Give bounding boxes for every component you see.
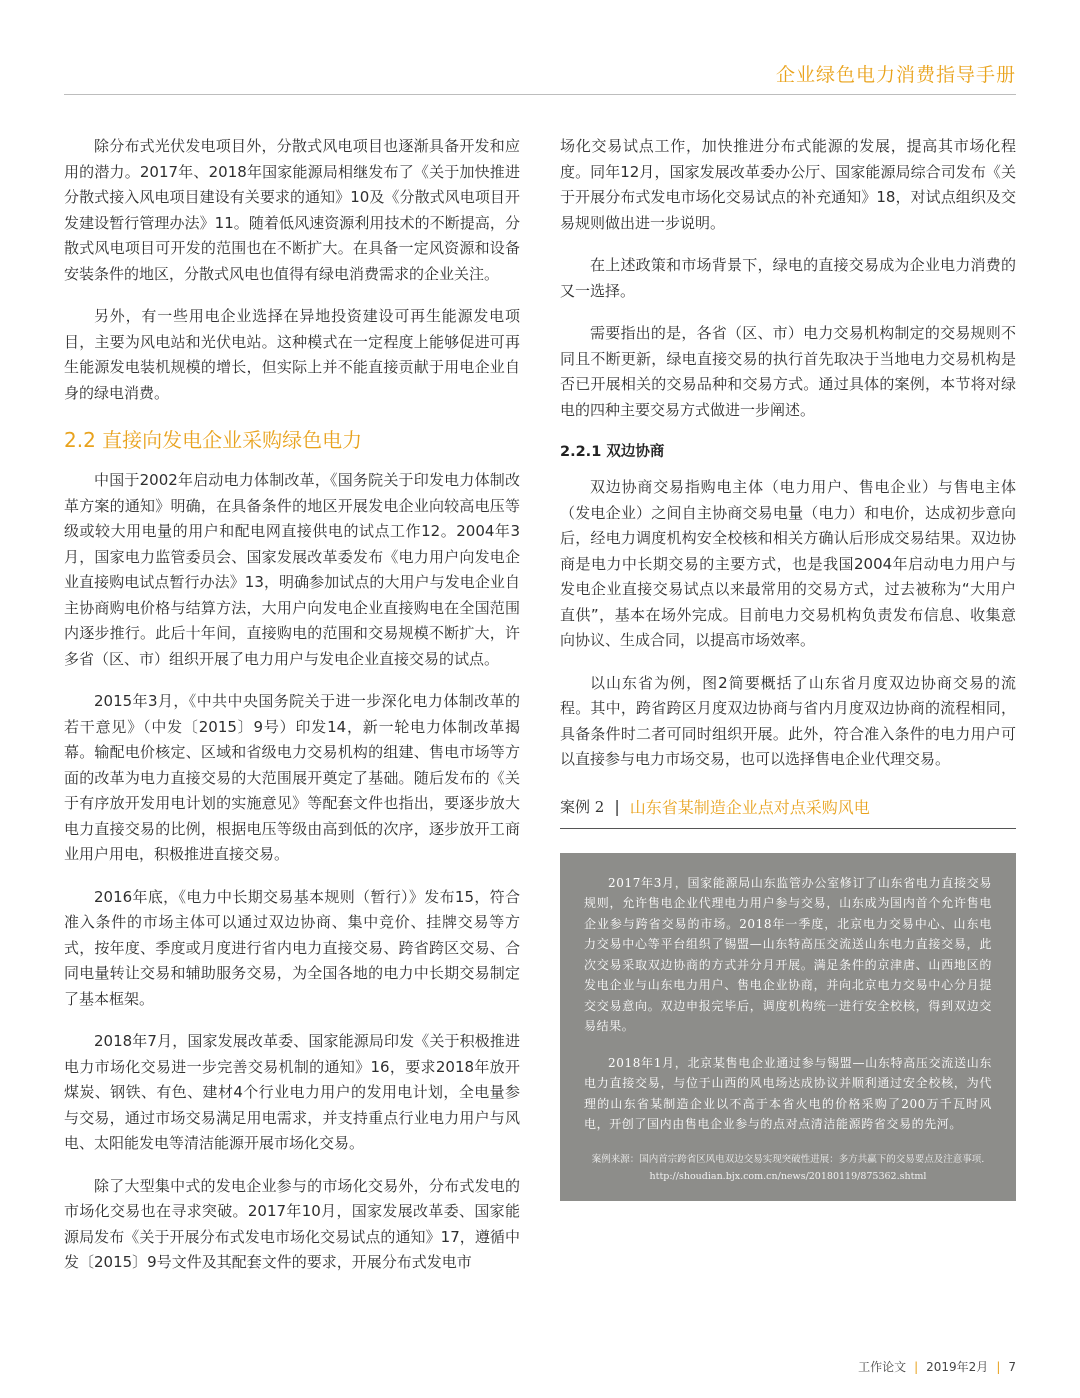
paragraph: 以山东省为例，图2简要概括了山东省月度双边协商交易的流程。其中，跨省跨区月度双边协商与省内月度双边协商的流程相同，具备条件时二者可同时组织开展。此外，符合准入条件的电力用户可以直接参与电力市场交易，也可以选择售电企业代理交易。 (560, 673, 1016, 768)
header-title: 企业绿色电力消费指导手册 (775, 64, 1016, 86)
right-column (560, 134, 1016, 1201)
footer-date: 2019年2月 (926, 1360, 989, 1374)
left-column (64, 134, 520, 1293)
case-paragraph: 2017年3月，国家能源局山东监管办公室修订了山东省电力直接交易规则，允许售电企业代理电力用户参与交易，山东成为国内首个允许售电企业参与跨省交易的市场。2018年一季度，北京电力交易中心、山东电力交易中心等平台组织了锡盟—山东特高压交流送山东电力直接交易，此次交易采取双边协商的方式并分月开展。满足条件的京津唐、山西地区的发电企业与山东电力用户、售电企业协商，并向北京电力交易中心分月提交交易意向。双边申报完毕后，调度机构统一进行安全校核，得到双边交易结果。 (584, 875, 992, 1033)
case-divider (560, 828, 1016, 829)
footer-separator: | (996, 1359, 1001, 1374)
case-title: 山东省某制造企业点对点采购风电 (629, 797, 870, 817)
paragraph: 2016年底，《电力中长期交易基本规则（暂行）》发布15，符合准入条件的市场主体可以通过双边协商、集中竞价、挂牌交易等方式，按年度、季度或月度进行省内电力直接交易、跨省跨区交易、合同电量转让交易和辅助服务交易，为全国各地的电力中长期交易制定了基本框架。 (64, 887, 520, 1008)
paragraph: 除了大型集中式的发电企业参与的市场化交易外，分布式发电的市场化交易也在寻求突破。2017年10月，国家发展改革委、国家能源局发布《关于开展分布式发电市场化交易试点的通知》17，遵循中发〔2015〕9号文件及其配套文件的要求，开展分布式发电市 (64, 1176, 520, 1271)
paragraph: 2015年3月，《中共中央国务院关于进一步深化电力体制改革的若干意见》（中发〔2015〕9号）印发14，新一轮电力体制改革揭幕。输配电价核定、区域和省级电力交易机构的组建、售电市场等方面的改革为电力直接交易的大范围展开奠定了基础。随后发布的《关于有序放开发用电计划的实施意见》等配套文件也指出，要逐步放大电力直接交易的比例，根据电压等级由高到低的次序，逐步放开工商业用户用电，积极推进直接交易。 (64, 692, 520, 863)
page-footer (858, 1358, 1016, 1375)
page-number: 7 (1008, 1359, 1016, 1374)
section-heading: 2.2 直接向发电企业采购绿色电力 (64, 428, 363, 452)
paragraph: 场化交易试点工作，加快推进分布式能源的发展，提高其市场化程度。同年12月，国家发展改革委办公厅、国家能源局综合司发布《关于开展分布式发电市场化交易试点的补充通知》18，对试点组织及交易规则做出进一步说明。 (560, 137, 1016, 232)
subsection-heading: 2.2.1 双边协商 (560, 444, 665, 460)
case-source: 案例来源：国内首宗跨省区风电双边交易实现突破性进展：多方共赢下的交易要点及注意事项. http://shoudian.bjx.com.cn/news/20180119/875362.shtml (591, 1153, 985, 1182)
paragraph: 双边协商交易指购电主体（电力用户、售电企业）与售电主体（发电企业）之间自主协商交易电量（电力）和电价，达成初步意向后，经电力调度机构安全校核和相关方确认后形成交易结果。双边协商是电力中长期交易的主要方式，也是我国2004年启动电力用户与发电企业直接交易试点以来最常用的交易方式，过去被称为“大用户直供”，基本在场外完成。目前电力交易机构负责发布信息、收集意向协议、生成合同，以提高市场效率。 (560, 478, 1016, 649)
case-separator: | (614, 796, 620, 816)
paragraph: 除分布式光伏发电项目外，分散式风电项目也逐渐具备开发和应用的潜力。2017年、2018年国家能源局相继发布了《关于加快推进分散式接入风电项目建设有关要求的通知》10及《分散式风电项目开发建设暂行管理办法》11。随着低风速资源利用技术的不断提高，分散式风电项目可开发的范围也在不断扩大。在具备一定风资源和设备安装条件的地区，分散式风电也值得有绿电消费需求的企业关注。 (64, 137, 520, 283)
case-header (560, 795, 1016, 828)
paragraph: 另外，有一些用电企业选择在异地投资建设可再生能源发电项目，主要为风电站和光伏电站。这种模式在一定程度上能够促进可再生能源发电装机规模的增长，但实际上并不能直接贡献于用电企业自身的绿电消费。 (64, 307, 520, 402)
footer-separator: | (914, 1359, 919, 1374)
case-study-box (560, 853, 1016, 1201)
paragraph: 在上述政策和市场背景下，绿电的直接交易成为企业电力消费的又一选择。 (560, 256, 1016, 300)
case-label: 案例 2 (560, 797, 605, 816)
header-divider (64, 94, 1016, 95)
paragraph: 中国于2002年启动电力体制改革，《国务院关于印发电力体制改革方案的通知》明确，在具备条件的地区开展发电企业向较高电压等级或较大用电量的用户和配电网直接供电的试点工作12。2004年3月，国家电力监管委员会、国家发展改革委发布《电力用户向发电企业直接购电试点暂行办法》13，明确参加试点的大用户与发电企业自主协商购电价格与结算方法，大用户向发电企业直接购电在全国范围内逐步推行。此后十年间，直接购电的范围和交易规模不断扩大，许多省（区、市）组织开展了电力用户与发电企业直接交易的试点。 (64, 471, 520, 668)
paragraph: 需要指出的是，各省（区、市）电力交易机构制定的交易规则不同且不断更新，绿电直接交易的执行首先取决于当地电力交易机构是否已开展相关的交易品种和交易方式。通过具体的案例，本节将对绿电的四种主要交易方式做进一步阐述。 (560, 324, 1016, 419)
footer-publication: 工作论文 (858, 1360, 907, 1374)
case-paragraph: 2018年1月，北京某售电企业通过参与锡盟—山东特高压交流送山东电力直接交易，与位于山西的风电场达成协议并顺利通过安全校核，为代理的山东省某制造企业以不高于本省火电的价格采购了200万千瓦时风电，开创了国内由售电企业参与的点对点清洁能源跨省交易的先河。 (584, 1055, 992, 1131)
paragraph: 2018年7月，国家发展改革委、国家能源局印发《关于积极推进电力市场化交易进一步完善交易机制的通知》16，要求2018年放开煤炭、钢铁、有色、建材4个行业电力用户的发用电计划，全电量参与交易，通过市场交易满足用电需求，并支持重点行业电力用户与风电、太阳能发电等清洁能源开展市场化交易。 (64, 1032, 520, 1152)
